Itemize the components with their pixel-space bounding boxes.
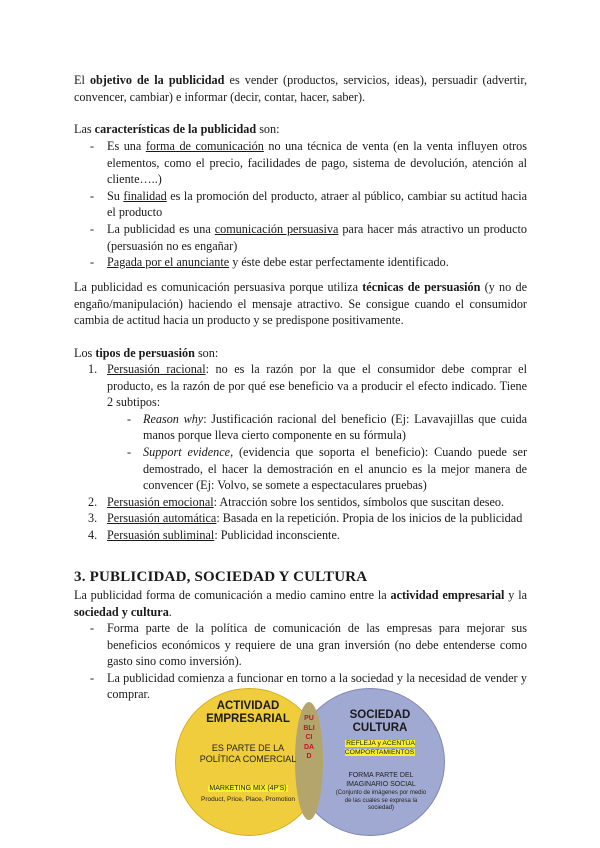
list-number: 2.: [88, 494, 98, 509]
bold-term: sociedad y cultura: [74, 604, 169, 619]
right-circle-body: FORMA PARTE DEL IMAGINARIO SOCIAL: [346, 772, 416, 788]
text: Es una: [107, 139, 146, 153]
right-circle-title: SOCIEDAD CULTURA: [349, 709, 411, 734]
text: Los: [74, 346, 96, 360]
underlined-term: Persuasión automática: [107, 511, 217, 526]
underlined-term: Persuasión emocional: [107, 494, 214, 509]
text: La publicidad es una: [107, 221, 215, 236]
left-circle-highlight: MARKETING MIX (4P'S): [209, 785, 287, 792]
text: La publicidad es comunicación persuasiva porque utiliza: [74, 280, 363, 294]
underlined-term: Pagada por el anunciante: [107, 255, 230, 270]
left-circle-title: ACTIVIDAD EMPRESARIAL: [206, 700, 290, 725]
text: Su: [107, 188, 124, 203]
text: El: [74, 73, 90, 87]
sub-list-item: [107, 444, 527, 494]
right-circle-highlight-wrap: [329, 739, 431, 757]
underlined-term: comunicación persuasiva: [214, 221, 339, 236]
bold-term: actividad empresarial: [390, 588, 505, 602]
venn-diagram: [175, 688, 445, 834]
list-number: 3.: [88, 511, 98, 526]
text: para hacer más atractivo un producto (persuasión no es engañar): [107, 221, 527, 253]
list-item: - Forma parte de la política de comunicación de las empresas para mejorar sus beneficios económicos y requiere de una gran inversión (no debe entenderse como gasto sino como inversión).: [74, 620, 527, 670]
underlined-term: forma de comunicación: [145, 139, 264, 153]
bold-term: tipos de persuasión: [95, 346, 195, 360]
sub-list-item: [107, 411, 527, 444]
text: : Basada en la repetición. Propia de los inicios de la publicidad: [216, 511, 523, 526]
text: no una técnica de venta (en la venta influyen otros elementos, como el precio, facilidades de pago, sistema de devolución, atención al cliente…..): [107, 139, 527, 187]
text: y éste debe estar perfectamente identificado.: [229, 255, 449, 270]
list-number: 1.: [88, 362, 98, 376]
center-vertical-label: PUBLICIDAD: [303, 715, 315, 760]
text: es la promoción del producto, atraer al público, cambiar su actitud hacia el producto: [107, 188, 527, 220]
bold-term: objetivo de la publicidad: [89, 73, 225, 87]
characteristics-list: [74, 138, 527, 271]
characteristics-lead: [74, 121, 527, 138]
text: Las: [74, 122, 95, 136]
persuasion-paragraph: [74, 279, 527, 329]
text: : Justificación racional del beneficio (Ej: Lavavajillas que cuida manos porque lleva cierto componente en su fórmula): [143, 411, 527, 443]
text: son:: [194, 346, 219, 360]
list-item: [74, 138, 527, 188]
objective-paragraph: [74, 72, 527, 105]
left-circle-body: ES PARTE DE LA POLÍTICA COMERCIAL: [199, 743, 297, 764]
text: .: [168, 604, 172, 619]
underlined-term: finalidad: [123, 188, 167, 203]
text: (y no de engaño/manipulación) haciendo el mensaje atractivo. Se consigue cuando el consumidor cambia de actitud hacia un producto y se predispone positivamente.: [74, 280, 527, 328]
text: La publicidad forma de comunicación a medio camino entre la: [74, 588, 391, 602]
list-item: [74, 510, 527, 527]
right-circle-highlight: REFLEJA y ACENTÚA COMPORTAMIENTOS: [344, 740, 415, 756]
list-item: [74, 254, 527, 271]
underlined-term: Persuasión subliminal: [107, 527, 215, 542]
italic-term: Support evidence: [143, 444, 231, 459]
text: : no es la razón por la que el consumidor debe comprar el producto, es la razón de por qué ese beneficio va a producir el efecto indicado. Tiene 2 subtipos:: [107, 362, 527, 410]
right-circle-small: (Conjunto de imágenes por medio de las cuales se expresa la sociedad): [335, 790, 427, 811]
text: y la: [504, 588, 527, 602]
list-item: [74, 188, 527, 221]
list-item: [74, 221, 527, 254]
list-item: [74, 494, 527, 511]
underlined-term: Persuasión racional: [107, 362, 206, 376]
left-circle-small: Product, Price, Place, Promotion: [201, 796, 295, 803]
section-intro: [74, 587, 527, 620]
text: son:: [256, 122, 280, 136]
section-heading: 3. PUBLICIDAD, SOCIEDAD Y CULTURA: [74, 569, 368, 585]
text: : Atracción sobre los sentidos, símbolos que suscitan deseo.: [213, 494, 505, 509]
list-item: [74, 527, 527, 544]
bold-term: características de la publicidad: [94, 122, 257, 136]
list-item: - La publicidad comienza a funcionar en torno a la sociedad y la necesidad de vender y comprar.: [74, 670, 527, 703]
bold-term: técnicas de persuasión: [362, 280, 481, 294]
types-list: [74, 361, 527, 544]
italic-term: Reason why: [143, 411, 204, 426]
text: es vender (productos, servicios, ideas), persuadir (advertir, convencer, cambiar) e informar (decir, contar, hacer, saber).: [74, 73, 527, 104]
text: , (evidencia que soporta el beneficio): Cuando puede ser demostrado, el hacer la demostración en el anuncio es la mejor manera de convencer (Ej: Volvo, se somete a espectaculares pruebas): [143, 444, 528, 493]
list-number: 4.: [88, 527, 98, 542]
list-item: [74, 361, 527, 494]
subtypes-list: [107, 411, 527, 494]
left-circle-highlight-wrap: [189, 784, 307, 793]
types-lead: [74, 345, 527, 362]
text: : Publicidad inconsciente.: [214, 527, 340, 542]
